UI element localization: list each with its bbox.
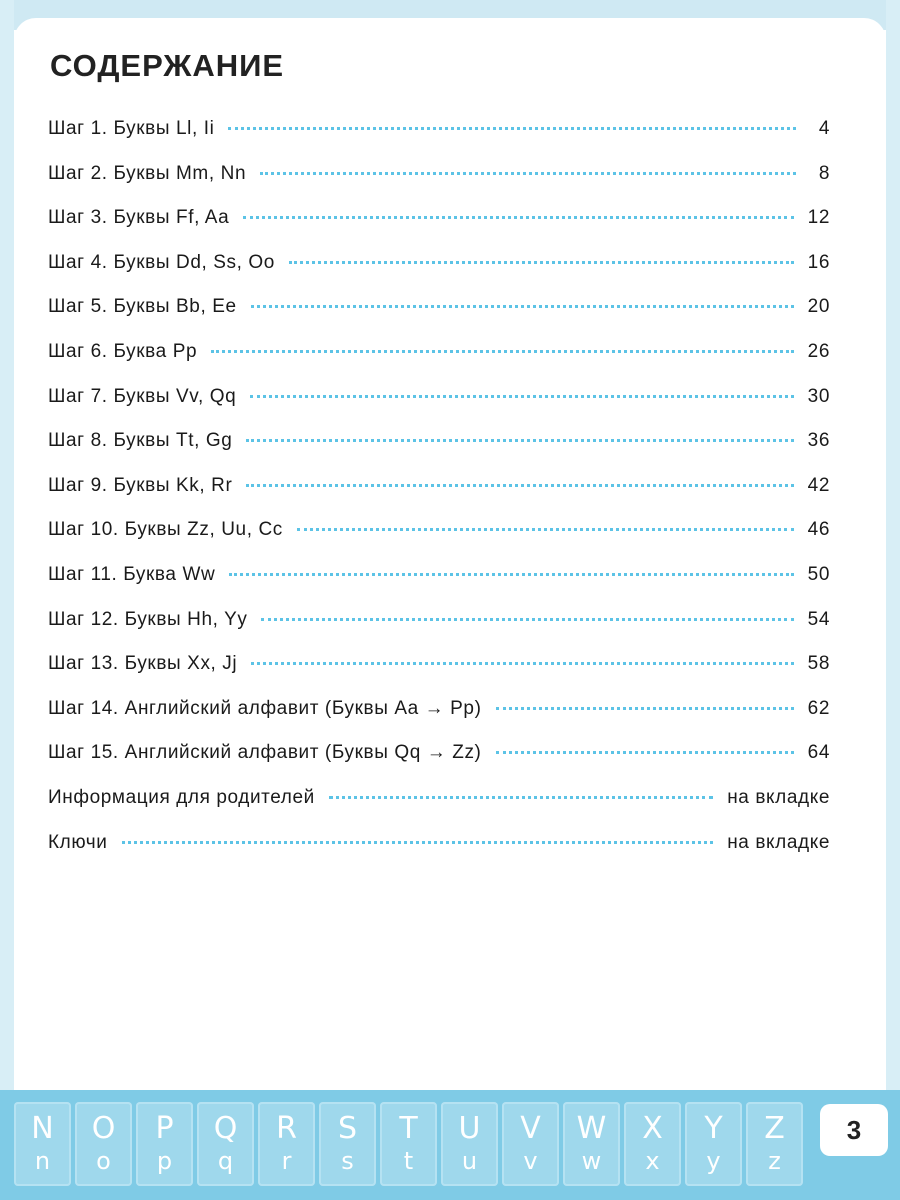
letter-tile [380,1102,437,1186]
page-title: СОДЕРЖАНИЕ [50,48,285,83]
letter-tile [14,1102,71,1186]
toc-dot-leader [261,618,793,621]
toc-entry-label: Шаг 13. Буквы Xx, Jj [48,653,238,675]
toc-entry-page: 58 [807,653,830,675]
toc-entry-page: 26 [807,340,830,362]
letter-lowercase: o [96,1147,111,1175]
toc-entry-page: на вкладке [727,786,830,808]
toc-entry[interactable] [48,386,830,431]
page-number: 3 [820,1104,888,1156]
toc-entry[interactable] [48,118,830,163]
letter-uppercase: Y [704,1111,723,1146]
toc-dot-leader [122,841,714,844]
alphabet-strip [14,1102,803,1188]
toc-entry[interactable] [48,564,830,609]
letter-lowercase: z [768,1147,781,1175]
toc-entry-page: 50 [807,563,830,585]
toc-dot-leader [246,439,793,442]
toc-dot-leader [250,395,793,398]
letter-uppercase: U [458,1111,481,1146]
toc-dot-leader [251,662,793,665]
toc-entry-label: Шаг 1. Буквы Ll, Ii [48,118,215,139]
toc-dot-leader [243,216,793,219]
toc-entry-page: 16 [807,251,830,273]
letter-tile [136,1102,193,1186]
toc-entry-page: 42 [807,474,830,496]
toc-dot-leader [228,127,796,130]
toc-entry[interactable] [48,252,830,297]
toc-dot-leader [211,350,794,353]
letter-uppercase: Q [213,1111,238,1146]
letter-lowercase: w [581,1147,602,1175]
toc-dot-leader [251,305,794,308]
toc-entry-label: Шаг 5. Буквы Bb, Ee [48,296,237,318]
letter-tile [563,1102,620,1186]
letter-uppercase: S [337,1111,358,1146]
toc-entry-label: Шаг 9. Буквы Kk, Rr [48,474,233,496]
toc-entry[interactable] [48,832,830,877]
table-of-contents [48,118,830,876]
toc-entry[interactable] [48,341,830,386]
toc-entry-label: Информация для родителей [48,786,315,808]
letter-uppercase: T [399,1111,418,1146]
toc-entry-label: Шаг 10. Буквы Zz, Uu, Cc [48,519,283,541]
letter-tile [441,1102,498,1186]
letter-lowercase: n [34,1147,51,1175]
toc-dot-leader [246,484,793,487]
toc-entry-page: 54 [807,608,830,630]
letter-uppercase: P [155,1111,174,1146]
toc-entry[interactable] [48,163,830,208]
toc-entry-label: Шаг 11. Буква Ww [48,563,216,585]
toc-entry[interactable] [48,609,830,654]
letter-uppercase: W [576,1111,607,1146]
toc-dot-leader [329,796,713,799]
right-frame [886,0,900,1090]
toc-dot-leader [229,573,793,576]
letter-lowercase: t [403,1147,414,1175]
letter-lowercase: p [156,1147,173,1175]
toc-entry-page: 4 [818,118,830,139]
toc-entry-page: 36 [807,430,830,452]
letter-tile [502,1102,559,1186]
toc-entry[interactable] [48,742,830,787]
toc-entry[interactable] [48,207,830,252]
toc-entry-page: 8 [818,162,830,184]
letter-lowercase: x [645,1147,660,1175]
letter-uppercase: N [31,1111,54,1146]
toc-entry[interactable] [48,296,830,341]
toc-dot-leader [496,751,794,754]
letter-lowercase: u [461,1147,478,1175]
toc-entry[interactable] [48,653,830,698]
letter-tile [685,1102,742,1186]
toc-entry-label: Шаг 7. Буквы Vv, Qq [48,385,237,407]
letter-tile [258,1102,315,1186]
toc-entry-label: Ключи [48,831,108,853]
letter-uppercase: V [520,1111,541,1146]
toc-entry[interactable] [48,698,830,743]
letter-tile [746,1102,803,1186]
letter-lowercase: q [217,1147,234,1175]
toc-entry[interactable] [48,519,830,564]
toc-dot-leader [289,261,794,264]
toc-entry-label: Шаг 3. Буквы Ff, Aa [48,207,230,229]
toc-entry-page: 64 [807,742,830,764]
toc-entry[interactable] [48,787,830,832]
letter-lowercase: y [706,1147,721,1175]
toc-dot-leader [496,707,794,710]
toc-entry-label: Шаг 2. Буквы Mm, Nn [48,162,247,184]
left-frame [0,0,14,1090]
toc-dot-leader [297,528,794,531]
toc-entry-label: Шаг 14. Английский алфавит (Буквы Aa → Pp) [48,697,482,719]
toc-entry-page: 62 [807,697,830,719]
toc-entry[interactable] [48,430,830,475]
letter-uppercase: Z [764,1111,785,1146]
toc-entry-label: Шаг 15. Английский алфавит (Буквы Qq → Zz) [48,742,482,764]
letter-lowercase: r [281,1147,292,1175]
letter-tile [624,1102,681,1186]
letter-lowercase: s [341,1147,354,1175]
toc-entry-label: Шаг 4. Буквы Dd, Ss, Oo [48,251,275,273]
toc-entry-page: 46 [807,519,830,541]
toc-entry-page: 12 [807,207,830,229]
letter-uppercase: O [91,1111,116,1146]
letter-tile [197,1102,254,1186]
toc-entry-page: на вкладке [727,831,830,853]
letter-lowercase: v [523,1147,538,1175]
toc-entry-page: 30 [807,385,830,407]
toc-entry[interactable] [48,475,830,520]
toc-entry-page: 20 [807,296,830,318]
toc-entry-label: Шаг 8. Буквы Tt, Gg [48,430,233,452]
toc-entry-label: Шаг 12. Буквы Hh, Yy [48,608,248,630]
toc-entry-label: Шаг 6. Буква Pp [48,340,198,362]
letter-uppercase: R [276,1111,297,1146]
toc-dot-leader [260,172,796,175]
alphabet-band [0,1090,900,1200]
letter-tile [319,1102,376,1186]
letter-tile [75,1102,132,1186]
letter-uppercase: X [642,1111,663,1146]
